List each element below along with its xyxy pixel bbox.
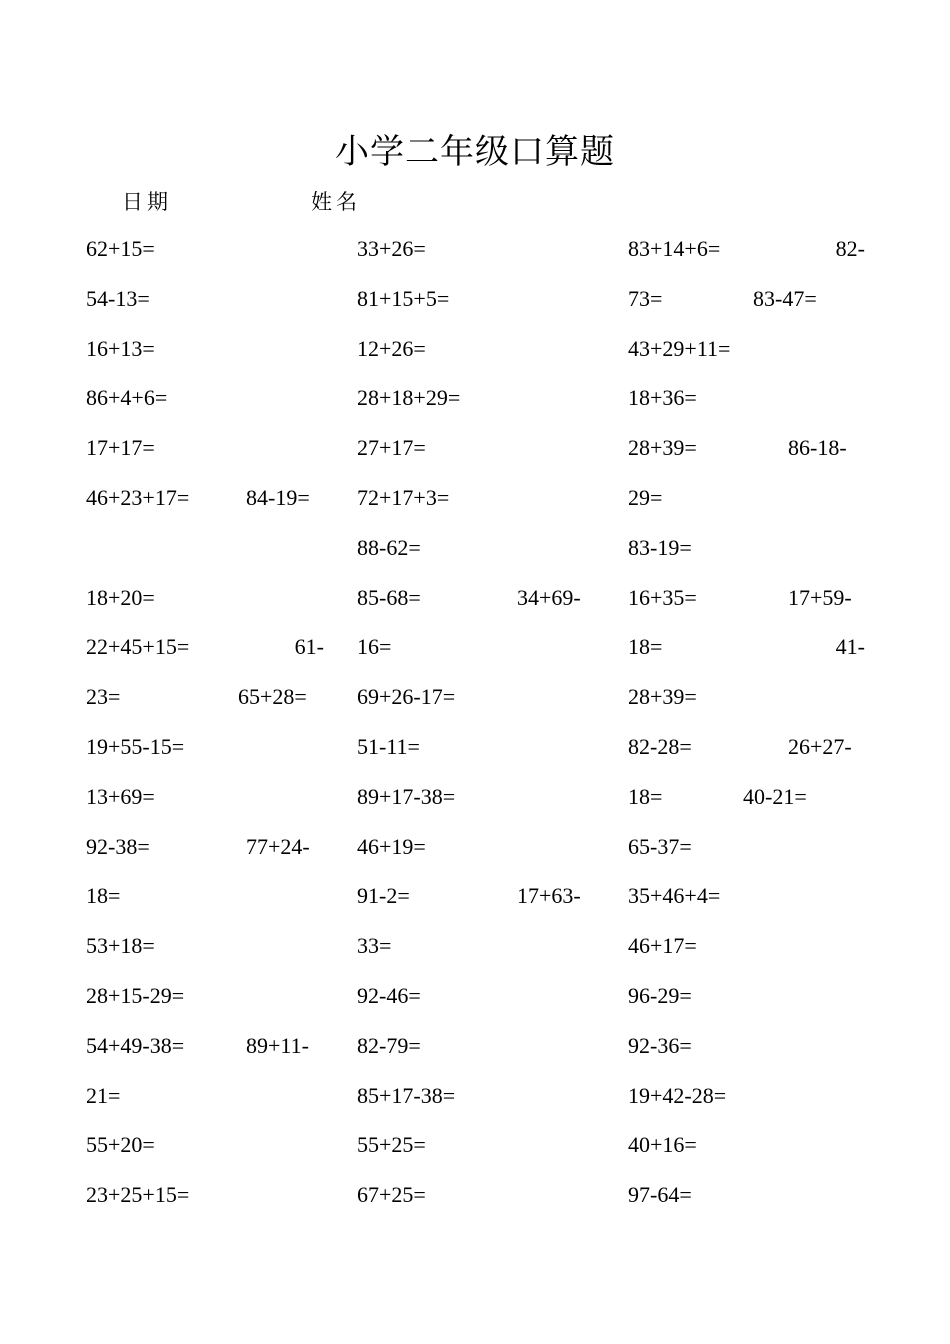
problem-line	[628, 780, 865, 830]
problem-line	[86, 780, 324, 830]
problem-line	[628, 282, 865, 332]
problem-text: 16+35=	[628, 584, 697, 610]
problem-text: 85-68=	[357, 584, 421, 610]
problem-text: 16+13=	[86, 335, 155, 361]
problem-line	[86, 431, 324, 481]
problem-text: 17+17=	[86, 435, 155, 461]
problem-line	[628, 1178, 865, 1228]
problem-line	[357, 232, 594, 282]
problem-text: 28+39=	[628, 684, 697, 710]
problem-text: 55+25=	[357, 1132, 426, 1158]
problem-text-continued: 17+59-	[788, 584, 852, 610]
problem-text: 97-64=	[628, 1182, 692, 1208]
problem-text-continued: 61-	[294, 634, 324, 660]
problem-text: 18=	[86, 883, 121, 909]
problem-text-continued: 83-47=	[753, 285, 817, 311]
problem-text-continued: 89+11-	[246, 1032, 309, 1058]
problem-text: 92-46=	[357, 982, 421, 1008]
problem-text: 69+26-17=	[357, 684, 456, 710]
problem-line	[86, 531, 324, 581]
problem-text: 18=	[628, 783, 663, 809]
problem-line	[628, 1128, 865, 1178]
problem-column-2	[357, 232, 594, 1228]
problem-line	[357, 1079, 594, 1129]
problem-text-continued: 40-21=	[743, 783, 807, 809]
problem-text: 12+26=	[357, 335, 426, 361]
problem-text: 28+39=	[628, 435, 697, 461]
problem-line	[628, 531, 865, 581]
problem-line	[628, 581, 865, 631]
problem-text: 51-11=	[357, 733, 420, 759]
problem-line	[86, 830, 324, 880]
problem-text: 21=	[86, 1082, 121, 1108]
problem-text: 81+15+5=	[357, 285, 450, 311]
problem-line	[357, 481, 594, 531]
problem-line	[86, 1079, 324, 1129]
problem-line	[86, 630, 324, 680]
date-label: 日期	[122, 190, 172, 214]
problem-line	[628, 879, 865, 929]
problem-line	[628, 481, 865, 531]
problem-line	[628, 232, 865, 282]
problem-text: 43+29+11=	[628, 335, 731, 361]
problem-line	[357, 1029, 594, 1079]
problem-line	[86, 730, 324, 780]
problem-text-continued: 41-	[835, 634, 865, 660]
problem-line	[357, 929, 594, 979]
problem-text-continued: 34+69-	[517, 584, 581, 610]
problem-line	[628, 1079, 865, 1129]
problem-line	[357, 332, 594, 382]
problem-text: 65-37=	[628, 833, 692, 859]
problem-text: 28+15-29=	[86, 982, 185, 1008]
problem-line	[357, 830, 594, 880]
problem-text: 73=	[628, 285, 663, 311]
problem-text: 40+16=	[628, 1132, 697, 1158]
problem-line	[357, 531, 594, 581]
problem-text-continued: 26+27-	[788, 733, 852, 759]
problem-line	[628, 929, 865, 979]
problem-line	[86, 879, 324, 929]
problem-text-continued: 84-19=	[246, 484, 310, 510]
problem-text: 92-38=	[86, 833, 150, 859]
problem-line	[357, 680, 594, 730]
problem-line	[357, 1128, 594, 1178]
problem-column-1	[86, 232, 324, 1228]
problem-line	[628, 1029, 865, 1079]
problem-line	[628, 979, 865, 1029]
problem-text: 13+69=	[86, 783, 155, 809]
problem-line	[357, 630, 594, 680]
problem-text: 46+23+17=	[86, 484, 190, 510]
problem-text: 82-28=	[628, 733, 692, 759]
problem-line	[86, 1128, 324, 1178]
problem-text: 72+17+3=	[357, 484, 450, 510]
problem-line	[86, 680, 324, 730]
problem-text: 35+46+4=	[628, 883, 721, 909]
problem-text-continued: 82-	[835, 236, 865, 261]
problem-line	[357, 780, 594, 830]
problem-text: 55+20=	[86, 1132, 155, 1158]
problem-line	[86, 1178, 324, 1228]
problem-text: 85+17-38=	[357, 1082, 456, 1108]
problem-text-continued: 86-18-	[788, 435, 847, 461]
problem-column-3	[628, 232, 865, 1228]
problem-line	[86, 979, 324, 1029]
problem-line	[628, 332, 865, 382]
problem-line	[357, 730, 594, 780]
problem-line	[357, 879, 594, 929]
problem-text: 18+20=	[86, 584, 155, 610]
problem-line	[86, 481, 324, 531]
problem-text: 82-79=	[357, 1032, 421, 1058]
problem-text: 18=	[628, 634, 663, 660]
problem-text: 29=	[628, 484, 663, 510]
problem-text: 54+49-38=	[86, 1032, 185, 1058]
problem-line	[86, 381, 324, 431]
problem-text: 27+17=	[357, 435, 426, 461]
problem-text: 62+15=	[86, 236, 155, 261]
problem-text: 23+25+15=	[86, 1182, 190, 1208]
problem-line	[357, 979, 594, 1029]
problem-text: 23=	[86, 684, 121, 710]
problem-line	[357, 431, 594, 481]
page-title: 小学二年级口算题	[335, 132, 615, 172]
problem-line	[628, 431, 865, 481]
problem-text: 88-62=	[357, 534, 421, 560]
problem-text: 19+55-15=	[86, 733, 185, 759]
problem-line	[86, 1029, 324, 1079]
problem-text: 91-2=	[357, 883, 410, 909]
problem-text: 83+14+6=	[628, 236, 721, 261]
problem-line	[86, 332, 324, 382]
problem-line	[628, 381, 865, 431]
problem-text: 18+36=	[628, 385, 697, 411]
problem-text: 46+17=	[628, 933, 697, 959]
problem-text: 67+25=	[357, 1182, 426, 1208]
problem-text: 46+19=	[357, 833, 426, 859]
problem-text: 83-19=	[628, 534, 692, 560]
problem-line	[357, 581, 594, 631]
problem-line	[357, 1178, 594, 1228]
problem-text: 89+17-38=	[357, 783, 456, 809]
problem-text: 33+26=	[357, 236, 426, 261]
problem-text: 33=	[357, 933, 392, 959]
problem-line	[86, 282, 324, 332]
problem-text-continued: 77+24-	[246, 833, 310, 859]
problem-line	[86, 929, 324, 979]
problem-line	[86, 232, 324, 282]
problem-text: 53+18=	[86, 933, 155, 959]
problem-line	[357, 381, 594, 431]
problem-text: 92-36=	[628, 1032, 692, 1058]
problem-text: 16=	[357, 634, 392, 660]
problem-text: 86+4+6=	[86, 385, 168, 411]
problem-text: 54-13=	[86, 285, 150, 311]
problem-text: 22+45+15=	[86, 634, 190, 660]
problem-line	[628, 680, 865, 730]
name-label: 姓名	[311, 190, 361, 214]
problem-line	[357, 282, 594, 332]
problem-line	[628, 830, 865, 880]
problem-text: 19+42-28=	[628, 1082, 727, 1108]
problem-line	[86, 581, 324, 631]
problem-text: 28+18+29=	[357, 385, 461, 411]
problem-line	[628, 630, 865, 680]
problem-text-continued: 65+28=	[238, 684, 307, 710]
problem-text: 96-29=	[628, 982, 692, 1008]
problem-line	[628, 730, 865, 780]
problem-text-continued: 17+63-	[517, 883, 581, 909]
